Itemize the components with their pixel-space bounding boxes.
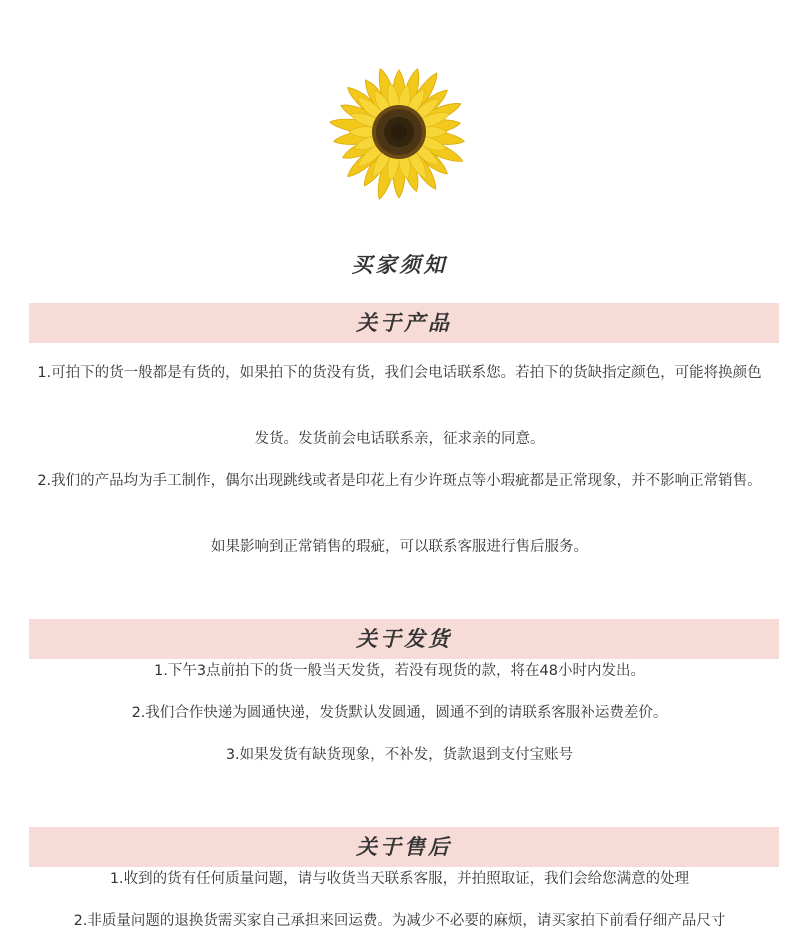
product-paragraph-1: 1.可拍下的货一般都是有货的，如果拍下的货没有货，我们会电话联系您。若拍下的货缺指定颜色，可能将换颜色	[37, 365, 762, 381]
shipping-paragraph-3: 3.如果发货有缺货现象，不补发，货款退到支付宝账号	[225, 747, 574, 763]
sunflower-icon	[329, 60, 469, 205]
product-paragraph-4: 如果影响到正常销售的瑕疵，可以联系客服进行售后服务。	[211, 539, 588, 555]
page-title: 买家须知	[351, 252, 448, 277]
shipping-paragraph-1: 1.下午3点前拍下的货一般当天发货，若没有现货的款，将在48小时内发出。	[153, 663, 645, 679]
section-heading-aftersales: 关于售后	[29, 827, 779, 867]
aftersales-paragraph-1: 1.收到的货有任何质量问题，请与收货当天联系客服，并拍照取证，我们会给您满意的处理	[109, 871, 690, 887]
product-paragraph-2: 发货。发货前会电话联系亲，征求亲的同意。	[254, 431, 545, 447]
section-heading-shipping: 关于发货	[29, 619, 779, 659]
aftersales-paragraph-2: 2.非质量问题的退换货需买家自己承担来回运费。为减少不必要的麻烦，请买家拍下前看仔细产品尺寸	[73, 913, 726, 929]
section-heading-product: 关于产品	[29, 303, 779, 343]
shipping-paragraph-2: 2.我们合作快递为圆通快递，发货默认发圆通，圆通不到的请联系客服补运费差价。	[131, 705, 668, 721]
product-paragraph-3: 2.我们的产品均为手工制作，偶尔出现跳线或者是印花上有少许斑点等小瑕疵都是正常现象，并不影响正常销售。	[37, 473, 762, 489]
